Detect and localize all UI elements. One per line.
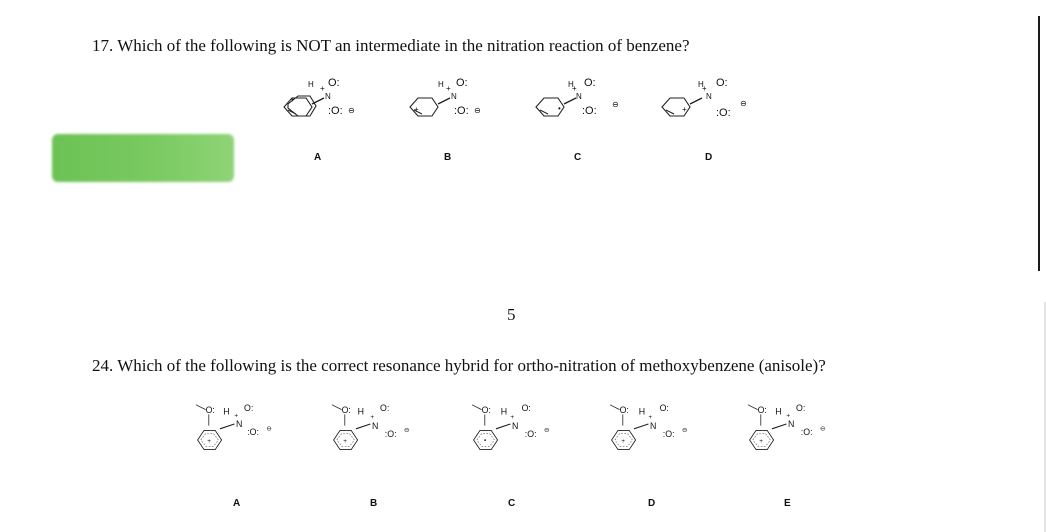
ring-charge: +	[682, 105, 687, 114]
atom-o-top: O:	[584, 77, 596, 89]
atom-n: N	[650, 420, 657, 431]
o-minus: ⊖	[544, 427, 550, 434]
atom-h: H	[638, 406, 646, 417]
o-minus: ⊖	[740, 99, 747, 108]
q17-structure-a	[270, 74, 390, 134]
q24-label-a: A	[233, 498, 241, 509]
q24-label-c: C	[508, 498, 516, 509]
ring-charge: +	[759, 438, 763, 446]
o-minus: ⊖	[266, 425, 272, 433]
q17-label-c: C	[574, 152, 582, 163]
q24-structure-e	[728, 400, 848, 460]
q24-structure-b	[312, 400, 432, 460]
ring-charge: +	[621, 438, 625, 446]
ring-charge: •	[484, 437, 487, 445]
q24-structure-c	[452, 400, 572, 460]
atom-h: H	[357, 406, 364, 417]
q17-label-a: A	[314, 152, 322, 163]
n-plus: +	[446, 84, 451, 93]
atom-h: H	[698, 80, 704, 89]
question-17-text: 17. Which of the following is NOT an intermediate in the nitration reaction of benzene?	[92, 36, 690, 55]
atom-o-bottom: :O:	[800, 427, 813, 438]
ring-charge: •	[558, 104, 561, 113]
atom-o-bottom: :O:	[247, 427, 259, 438]
q24-structure-a	[176, 400, 296, 460]
o-minus: ⊖	[474, 106, 481, 115]
q17-label-d: D	[705, 152, 713, 163]
o-minus: ⊖	[404, 427, 410, 434]
atom-o-methoxy: O:	[205, 404, 215, 415]
atom-o-top: O:	[716, 77, 728, 89]
atom-n: N	[576, 92, 582, 101]
atom-n: N	[451, 92, 457, 101]
o-minus: ⊖	[820, 425, 826, 433]
q24-label-b: B	[370, 498, 378, 509]
n-plus: +	[702, 84, 707, 93]
n-plus: +	[370, 414, 375, 422]
atom-n: N	[325, 92, 331, 101]
q17-structure-c	[528, 74, 648, 134]
atom-h: H	[438, 80, 444, 89]
atom-o-bottom: :O:	[384, 428, 397, 439]
ring-charge: +	[207, 438, 211, 446]
atom-o-top: O:	[244, 403, 254, 414]
ring-charge: +	[290, 95, 295, 104]
atom-o-bottom: :O:	[524, 428, 537, 439]
atom-o-methoxy: O:	[341, 404, 351, 415]
green-highlight-mark	[52, 134, 234, 182]
atom-o-bottom: :O:	[582, 105, 597, 117]
atom-o-top: O:	[659, 403, 669, 414]
ring-charge: +	[343, 438, 347, 446]
atom-h: H	[223, 406, 230, 417]
q17-structure-d	[654, 74, 774, 134]
atom-o-bottom: :O:	[662, 428, 675, 439]
atom-n: N	[236, 419, 243, 430]
right-margin-line	[1038, 16, 1040, 271]
atom-o-methoxy: O:	[757, 404, 767, 415]
q24-structure-d	[590, 400, 710, 460]
atom-o-bottom: :O:	[454, 105, 469, 117]
n-plus: +	[572, 84, 577, 93]
atom-o-top: O:	[521, 403, 531, 414]
q17-structure-b	[396, 74, 516, 134]
atom-h: H	[568, 80, 574, 89]
atom-n: N	[706, 92, 712, 101]
o-minus: ⊖	[348, 106, 355, 115]
atom-o-bottom: :O:	[328, 105, 343, 117]
page-number: 5	[507, 305, 516, 324]
n-plus: +	[648, 414, 653, 422]
n-plus: +	[510, 414, 515, 422]
atom-o-top: O:	[380, 403, 390, 414]
q17-label-b: B	[444, 152, 452, 163]
atom-h: H	[308, 80, 314, 89]
atom-n: N	[788, 419, 795, 430]
atom-o-bottom: :O:	[716, 107, 731, 119]
q24-label-d: D	[648, 498, 656, 509]
q24-label-e: E	[784, 498, 791, 509]
atom-o-methoxy: O:	[619, 404, 629, 415]
n-plus: +	[234, 412, 239, 420]
atom-o-top: O:	[796, 403, 806, 414]
atom-h: H	[500, 406, 508, 417]
atom-h: H	[775, 406, 782, 417]
n-plus: +	[786, 412, 791, 420]
question-24-text: 24. Which of the following is the correct resonance hybrid for ortho-nitration of methoxybenzene (anisole)?	[92, 356, 826, 375]
atom-o-methoxy: O:	[481, 404, 491, 415]
atom-n: N	[372, 420, 379, 431]
o-minus: ⊖	[612, 100, 619, 109]
o-minus: ⊖	[682, 427, 688, 434]
atom-o-top: O:	[456, 77, 468, 89]
ring-charge: +	[414, 105, 419, 114]
atom-n: N	[512, 420, 519, 431]
atom-o-top: O:	[328, 77, 340, 89]
n-plus: +	[320, 84, 325, 93]
